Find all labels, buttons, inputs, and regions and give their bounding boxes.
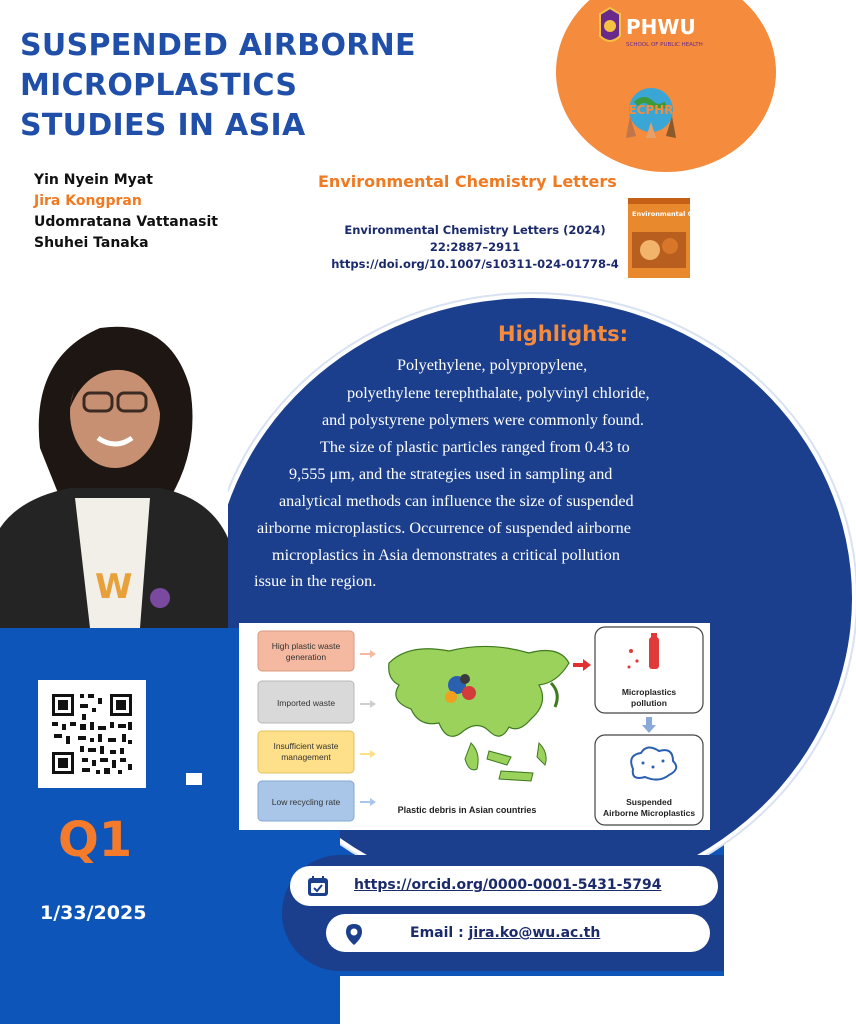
cause-label-2: Imported waste [276, 698, 336, 708]
journal-cover-title: Environmental Chemistry Letters [632, 210, 754, 218]
phwu-logo-subtext: SCHOOL OF PUBLIC HEALTH [626, 42, 703, 48]
arrow-3 [360, 750, 376, 758]
highlight-line-9: issue in the region. [254, 572, 377, 590]
highlight-line-6: analytical methods can influence the size of suspended [279, 492, 634, 510]
journal-title: Environmental Chemistry Letters [318, 172, 617, 191]
citation-volume: 22:2887–2911 [429, 240, 521, 254]
highlight-line-5: 9,555 μm, and the strategies used in sampling and [289, 465, 613, 483]
map-caption: Plastic debris in Asian countries [397, 805, 537, 815]
phwu-logo [590, 6, 720, 62]
author-1: Yin Nyein Myat [34, 172, 153, 188]
title-line-1: SUSPENDED AIRBORNE [20, 28, 416, 63]
calendar-icon [306, 874, 330, 898]
author-3: Udomratana Vattanasit [34, 214, 218, 230]
journal-cover-image [628, 198, 754, 278]
graphical-abstract-svg [239, 623, 710, 830]
email-label: Email : [410, 925, 469, 941]
asia-map [389, 646, 569, 736]
down-arrow [642, 717, 656, 733]
highlight-line-2: polyethylene terephthalate, polyvinyl chloride, [347, 384, 650, 402]
cause-box-1 [258, 631, 354, 671]
ecphr-logo [618, 82, 684, 140]
svg-text:W: W [95, 567, 133, 607]
highlight-line-4: The size of plastic particles ranged from 0.43 to [320, 438, 630, 456]
ecphr-logo-text: ECPHR [628, 103, 674, 117]
email-text [410, 925, 600, 941]
orcid-link[interactable]: https://orcid.org/0000-0001-5431-5794 [354, 877, 662, 893]
cause-label-4: Low recycling rate [271, 797, 341, 807]
highlight-line-3: and polystyrene polymers were commonly found. [322, 411, 644, 429]
highlight-line-1: Polyethylene, polypropylene, [397, 356, 588, 374]
highlights-heading: Highlights: [498, 322, 629, 346]
journal-ranking: Q1 [58, 812, 133, 868]
author-list [34, 170, 218, 254]
publication-date: 1/33/2025 [40, 902, 147, 924]
graphical-abstract [239, 623, 710, 830]
qr-code-pattern [38, 680, 146, 788]
title-line-2: MICROPLASTICS [20, 68, 298, 103]
author-4: Shuhei Tanaka [34, 235, 149, 251]
svg-text:High plastic wastegeneration: High plastic waste generation [271, 641, 341, 662]
arrow-4 [360, 798, 376, 806]
author-2-highlighted: Jira Kongpran [34, 193, 142, 209]
svg-text:SuspendedAirborne Microplastic: Suspended Airborne Microplastics [602, 797, 696, 818]
arrow-2 [360, 700, 376, 708]
orcid-pill[interactable] [290, 866, 718, 906]
citation [330, 222, 620, 273]
citation-journal: Environmental Chemistry Letters (2024) [344, 223, 606, 237]
qr-code[interactable] [38, 680, 146, 788]
svg-text:Insufficient wastemanagement: Insufficient waste management [273, 741, 339, 762]
email-pill[interactable] [326, 914, 710, 952]
svg-text:Microplasticspollution: Microplastics pollution [621, 687, 677, 708]
phwu-logo-text: PHWU [626, 15, 696, 39]
title-line-3: STUDIES IN ASIA [20, 108, 306, 143]
location-pin-icon [342, 922, 366, 946]
decorative-dash [186, 773, 202, 785]
red-arrow [573, 659, 591, 671]
highlight-line-8: microplastics in Asia demonstrates a critical pollution [272, 546, 620, 564]
poster-title [20, 26, 416, 146]
author-portrait [0, 298, 228, 628]
email-link[interactable]: jira.ko@wu.ac.th [468, 925, 601, 941]
citation-doi-link[interactable]: https://doi.org/10.1007/s10311-024-01778-4 [331, 257, 619, 271]
arrow-1 [360, 650, 376, 658]
highlight-line-7: airborne microplastics. Occurrence of suspended airborne [257, 519, 631, 537]
